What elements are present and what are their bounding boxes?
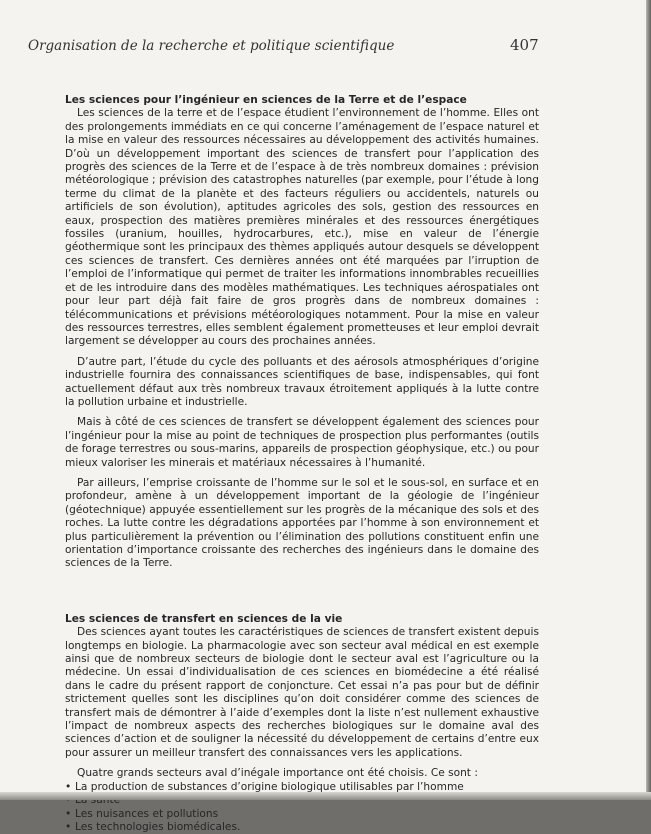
paragraph: Par ailleurs, l’emprise croissante de l’homme sur le sol et le sous-sol, en surface et en profondeur, amène à un développement important de la géologie de l’ingénieur (géotechnique) appuyée essentiellement sur les progrès de la mécanique des sols et des roches. La lutte contre les dégradations apportées par l’homme à son environnement et plus particulièrement la prévention ou l’élimination des pollutions constituent enfin une orientation d’importance croissante des recherches des ingénieurs dans le domaine des sciences de la Terre. — [65, 477, 539, 571]
list-item — [65, 808, 539, 821]
bullet-icon — [65, 821, 71, 834]
paragraph: Des sciences ayant toutes les caractéristiques de sciences de transfert existent depuis longtemps en biologie. La pharmacologie avec son secteur aval médical en est exemple ainsi que de nombreux secteurs de biologie dont le secteur aval est l’agriculture ou la médecine. Un essai d’individualisation de ces sciences en biomédecine a été réalisé dans le cadre du présent rapport de conjoncture. Cet essai n’a pas pour but de définir strictement quelles sont les disciplines qu’on doit considérer comme des sciences de transfert mais de démontrer à l’aide d’exemples dont la liste n’est nullement exhaustive l’impact de nombreux aspects des recherches biologiques sur le domaine aval des sciences d’action et de souligner la nécessité du développement de certains d’entre eux pour assurer un meilleur transfert des connaissances vers les applications. — [65, 626, 539, 760]
section-spacer — [65, 578, 539, 613]
bullet-list — [65, 781, 539, 834]
page-content — [65, 94, 539, 834]
page-bottom-shadow — [0, 792, 651, 800]
running-head: Organisation de la recherche et politique scientifique — [28, 38, 394, 54]
list-item-text: La santé — [75, 794, 120, 806]
section-title-earth-space: Les sciences pour l’ingénieur en sciences de la Terre et de l’espace — [65, 94, 539, 107]
page-number: 407 — [510, 36, 539, 54]
bullet-icon: • — [65, 808, 71, 821]
paragraph: Quatre grands secteurs aval d’inégale importance ont été choisis. Ce sont : — [65, 767, 539, 780]
list-item-text: Les nuisances et pollutions — [75, 808, 218, 820]
list-item-text: La production de substances d’origine biologique utilisables par l’homme — [75, 781, 464, 793]
list-item — [65, 821, 539, 834]
paragraph: Les sciences de la terre et de l’espace étudient l’environnement de l’homme. Elles ont des prolongements immédiats en ce qui concerne l’aménagement de l’espace naturel et la mise en valeur des ressources nécessaires au développement des activités humaines. D’où un développement important des sciences de transfert pour l’application des progrès des sciences de la Terre et de l’espace à de très nombreux domaines : prévision météorologique ; prévision des catastrophes naturelles (par exemple, pour l’étude à long terme du climat de la planète et des facteurs réguliers ou accidentels, naturels ou artificiels de son évolution), aptitudes agricoles des sols, gestion des ressources en eaux, prospection des matières premières minérales et des ressources énergétiques fossiles (uranium, houilles, hydrocarbures, etc.), mise en valeur de l’énergie géothermique sont les principaux des thèmes appliqués autour desquels se développent ces sciences de transfert. Ces dernières années ont été marquées par l’irruption de l’emploi de l’informatique qui permet de traiter les informations innombrables recueillies et de les introduire dans des modèles mathématiques. Les techniques aérospatiales ont pour leur part déjà fait faire de gros progrès dans de nombreux domaines : télécommunications et prévisions météorologiques notamment. Pour la mise en valeur des ressources terrestres, elles semblent également prometteuses et leur emploi devrait largement se développer au cours des prochaines années. — [65, 107, 539, 348]
bullet-icon: • — [65, 794, 71, 807]
paragraph: Mais à côté de ces sciences de transfert se développent également des sciences pour l’ingénieur pour la mise au point de techniques de prospection plus performantes (outils de forage terrestres ou sous-marins, appareils de prospection géophysique, etc.) ou pour mieux valoriser les minerais et matériaux nécessaires à l’humanité. — [65, 416, 539, 470]
page-edge-shadow — [646, 0, 651, 800]
paragraph: D’autre part, l’étude du cycle des polluants et des aérosols atmosphériques d’origine industrielle fournira des connaissances scientifiques de base, indispensables, qui font actuellement défaut aux très nombreux travaux étroitement appliqués à la lutte contre la pollution urbaine et industrielle. — [65, 356, 539, 410]
bullet-icon: • — [65, 781, 71, 794]
section-title-life-sciences: Les sciences de transfert en sciences de la vie — [65, 613, 539, 626]
list-item-text — [75, 821, 240, 833]
